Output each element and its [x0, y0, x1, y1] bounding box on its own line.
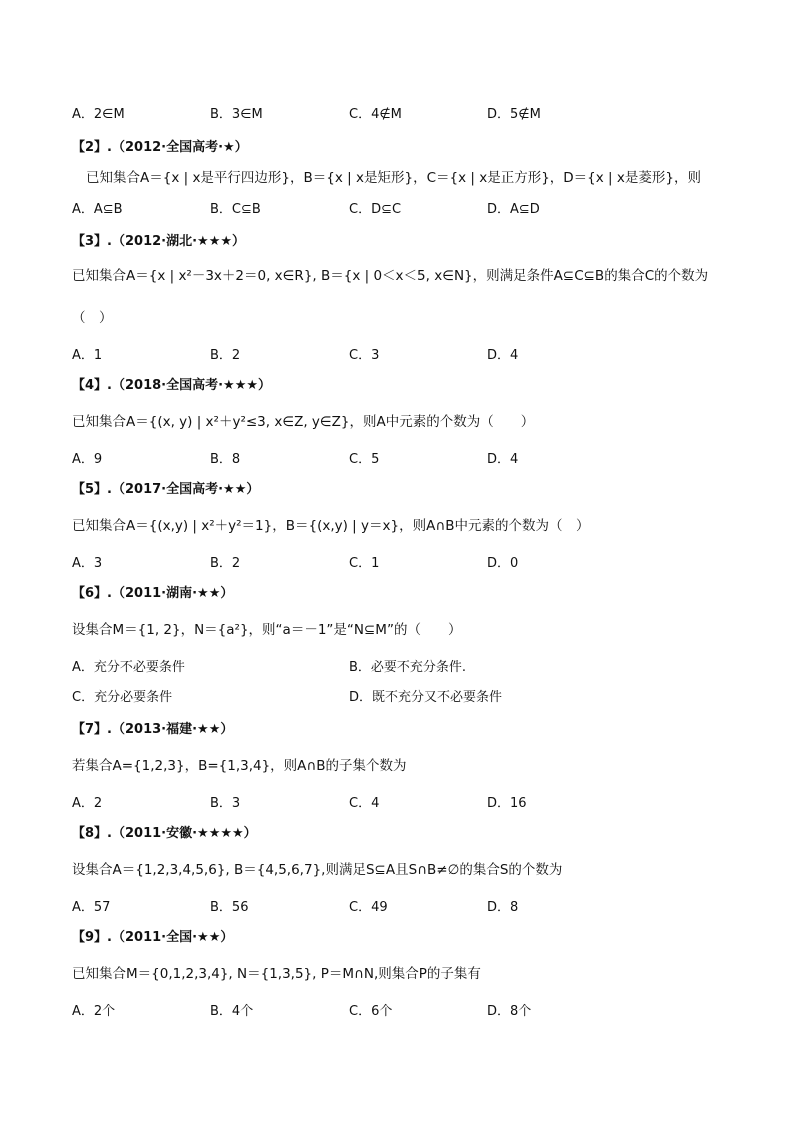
- q9-option-c[interactable]: C．6个: [349, 1004, 393, 1019]
- q1-option-c[interactable]: C．4∉M: [349, 107, 402, 122]
- q8-options: [72, 896, 732, 916]
- q7-option-a[interactable]: A．2: [72, 796, 103, 811]
- q2-option-d[interactable]: D．A⊆D: [487, 202, 540, 217]
- q1-option-a[interactable]: A．2∈M: [72, 107, 125, 122]
- q6-options-row2: [72, 686, 732, 706]
- q3-option-a[interactable]: A．1: [72, 348, 103, 363]
- q4-option-b[interactable]: B．8: [210, 452, 241, 467]
- q6-heading: 【6】.（2011·湖南·★★）: [72, 586, 234, 601]
- q3-option-b[interactable]: B．2: [210, 348, 241, 363]
- q8-option-b[interactable]: B．56: [210, 900, 249, 915]
- q4-option-c[interactable]: C．5: [349, 452, 380, 467]
- q6-option-d[interactable]: D．既不充分又不必要条件: [349, 690, 503, 705]
- q7-option-b[interactable]: B．3: [210, 796, 241, 811]
- q8-heading: 【8】.（2011·安徽·★★★★）: [72, 826, 257, 841]
- q3-answer-paren: （ ）: [72, 310, 113, 326]
- q7-heading: 【7】.（2013·福建·★★）: [72, 722, 234, 737]
- q3-option-d[interactable]: D．4: [487, 348, 519, 363]
- q2-options: [72, 198, 732, 218]
- q8-stem: 设集合A＝{1,2,3,4,5,6}, B＝{4,5,6,7},则满足S⊆A且S∩B≠∅的集合S的个数为: [72, 862, 563, 878]
- q8-option-d[interactable]: D．8: [487, 900, 519, 915]
- q9-stem: 已知集合M＝{0,1,2,3,4}, N＝{1,3,5}, P＝M∩N,则集合P的子集有: [72, 966, 481, 982]
- q3-stem: 已知集合A＝{x | x²－3x＋2＝0, x∈R}, B＝{x | 0＜x＜5, x∈N}，则满足条件A⊆C⊆B的集合C的个数为: [72, 268, 709, 284]
- q7-stem: 若集合A={1,2,3}，B={1,3,4}，则A∩B的子集个数为: [72, 758, 407, 774]
- q5-heading: 【5】.（2017·全国高考·★★）: [72, 482, 260, 497]
- q4-options: [72, 448, 732, 468]
- q9-option-a[interactable]: A．2个: [72, 1004, 116, 1019]
- q5-option-c[interactable]: C．1: [349, 556, 380, 571]
- q3-options: [72, 344, 732, 364]
- q7-option-d[interactable]: D．16: [487, 796, 527, 811]
- q8-option-c[interactable]: C．49: [349, 900, 388, 915]
- q3-heading: 【3】.（2012·湖北·★★★）: [72, 234, 246, 249]
- q9-heading: 【9】.（2011·全国·★★）: [72, 930, 234, 945]
- q6-option-c[interactable]: C．充分必要条件: [72, 690, 173, 705]
- q2-option-c[interactable]: C．D⊆C: [349, 202, 402, 217]
- q5-options: [72, 552, 732, 572]
- q9-options: [72, 1000, 732, 1020]
- q9-option-b[interactable]: B．4个: [210, 1004, 254, 1019]
- q6-option-b[interactable]: B．必要不充分条件.: [349, 660, 467, 675]
- q6-options-row1: [72, 656, 732, 676]
- q5-option-d[interactable]: D．0: [487, 556, 519, 571]
- q2-option-b[interactable]: B．C⊆B: [210, 202, 261, 217]
- q7-option-c[interactable]: C．4: [349, 796, 380, 811]
- q6-option-a[interactable]: A．充分不必要条件: [72, 660, 185, 675]
- q1-option-d[interactable]: D．5∉M: [487, 107, 541, 122]
- q4-option-a[interactable]: A．9: [72, 452, 103, 467]
- q5-stem: 已知集合A＝{(x,y) | x²＋y²＝1}，B＝{(x,y) | y＝x}，则A∩B中元素的个数为（ ）: [72, 518, 590, 534]
- q2-stem: 已知集合A＝{x | x是平行四边形}，B＝{x | x是矩形}，C＝{x | x是正方形}，D＝{x | x是菱形}，则: [86, 170, 701, 186]
- q4-heading: 【4】.（2018·全国高考·★★★）: [72, 378, 272, 393]
- q4-stem: 已知集合A＝{(x, y) | x²＋y²≤3, x∈Z, y∈Z}，则A中元素的个数为（ ）: [72, 414, 535, 430]
- q3-option-c[interactable]: C．3: [349, 348, 380, 363]
- q5-option-a[interactable]: A．3: [72, 556, 103, 571]
- q9-option-d[interactable]: D．8个: [487, 1004, 532, 1019]
- q2-option-a[interactable]: A．A⊆B: [72, 202, 123, 217]
- q8-option-a[interactable]: A．57: [72, 900, 111, 915]
- q1-option-b[interactable]: B．3∈M: [210, 107, 263, 122]
- q2-heading: 【2】.（2012·全国高考·★）: [72, 140, 248, 155]
- q1-options: [72, 103, 732, 123]
- q6-stem: 设集合M＝{1, 2}，N＝{a²}，则“a＝－1”是“N⊆M”的（ ）: [72, 622, 462, 638]
- q7-options: [72, 792, 732, 812]
- q4-option-d[interactable]: D．4: [487, 452, 519, 467]
- q5-option-b[interactable]: B．2: [210, 556, 241, 571]
